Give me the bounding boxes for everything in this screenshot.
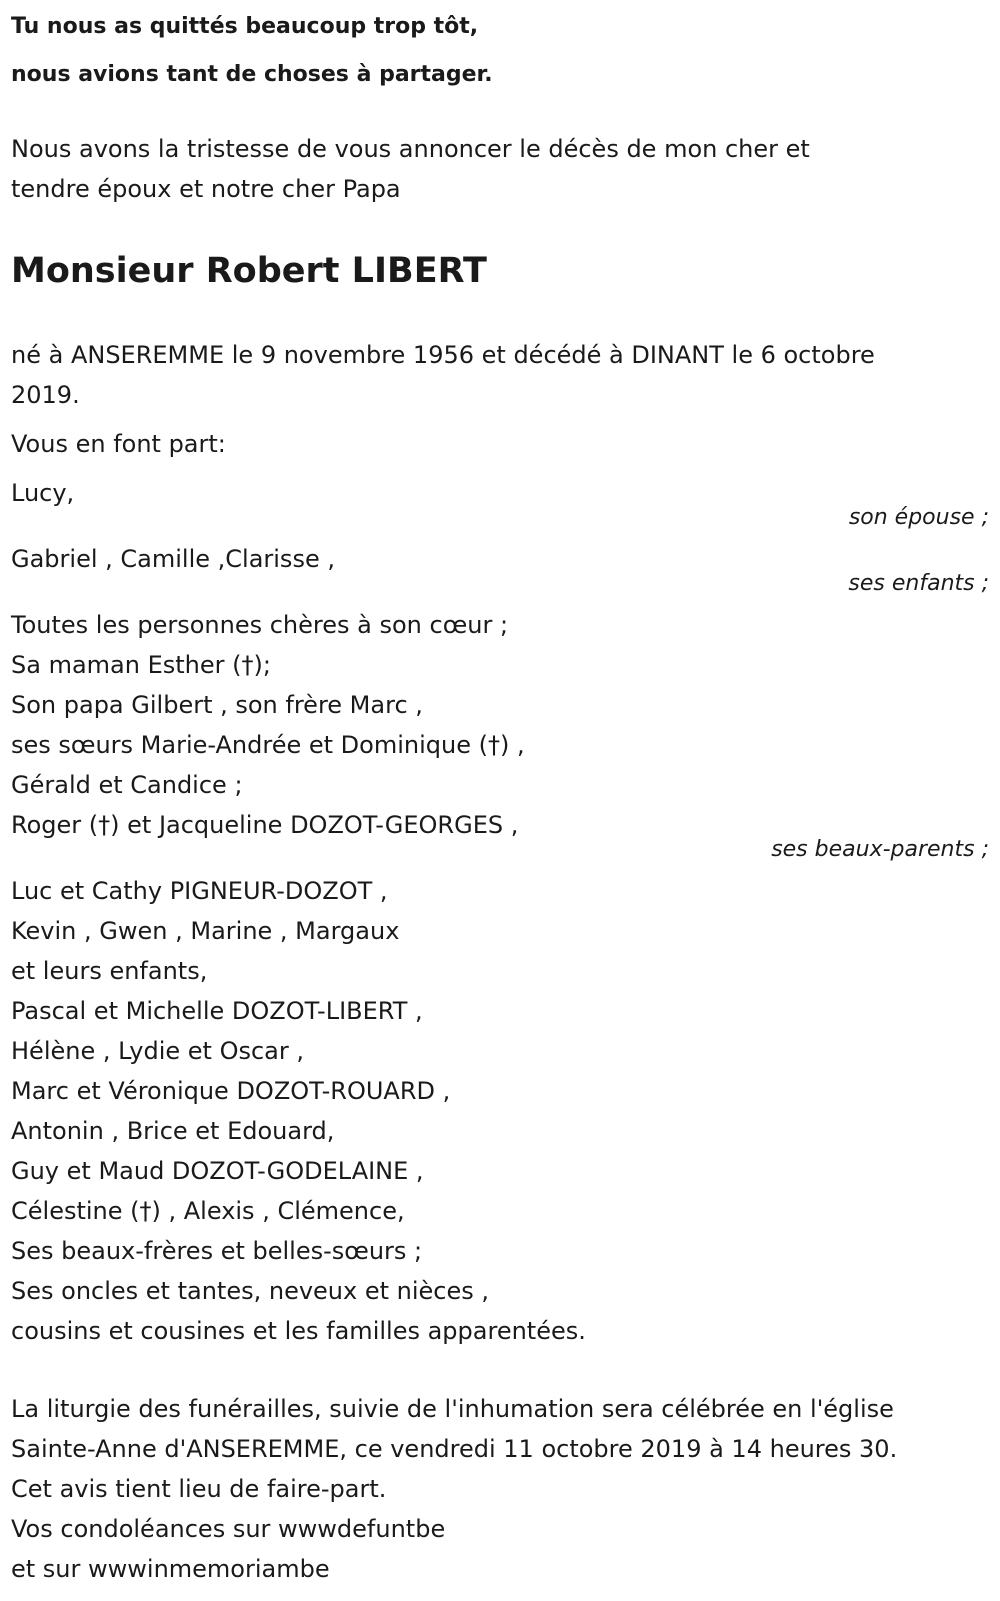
family-line: et leurs enfants, — [11, 957, 208, 985]
family-line: Ses beaux-frères et belles-sœurs ; — [11, 1237, 423, 1265]
epigraph-line: nous avions tant de choses à partager. — [11, 62, 493, 87]
family-line: Roger (†) et Jacqueline DOZOT-GEORGES , — [11, 811, 519, 839]
family-line: Sa maman Esther (†); — [11, 651, 271, 679]
birth-death-info — [11, 335, 991, 415]
inlaws-relation: ses beaux-parents ; — [771, 837, 989, 862]
family-others — [11, 605, 991, 845]
ceremony-line: La liturgie des funérailles, suivie de l'inhumation sera célébrée en l'église — [11, 1395, 894, 1423]
family-line: ses sœurs Marie-Andrée et Dominique (†) , — [11, 731, 525, 759]
family-line: Luc et Cathy PIGNEUR-DOZOT , — [11, 877, 388, 905]
family-extended — [11, 871, 991, 1351]
birth-death-line: 2019. — [11, 381, 80, 409]
children-relation: ses enfants ; — [848, 571, 989, 596]
family-line: cousins et cousines et les familles apparentées. — [11, 1317, 586, 1345]
family-line: Ses oncles et tantes, neveux et nièces , — [11, 1277, 490, 1305]
family-line: Pascal et Michelle DOZOT-LIBERT , — [11, 997, 423, 1025]
family-line: Kevin , Gwen , Marine , Margaux — [11, 917, 400, 945]
spouse-relation: son épouse ; — [848, 505, 989, 530]
intro-paragraph — [11, 129, 991, 209]
family-line: Antonin , Brice et Edouard, — [11, 1117, 335, 1145]
family-line: Toutes les personnes chères à son cœur ; — [11, 611, 509, 639]
announcement-line: Vous en font part: — [11, 430, 226, 458]
deceased-name: Monsieur Robert LIBERT — [11, 251, 487, 291]
spouse-name: Lucy, — [11, 479, 75, 507]
epigraph-line: Tu nous as quittés beaucoup trop tôt, — [11, 14, 479, 39]
condolences-line: et sur wwwinmemoriambe — [11, 1555, 330, 1583]
family-line: Célestine (†) , Alexis , Clémence, — [11, 1197, 405, 1225]
family-line: Hélène , Lydie et Oscar , — [11, 1037, 305, 1065]
family-line: Son papa Gilbert , son frère Marc , — [11, 691, 423, 719]
children-names: Gabriel , Camille ,Clarisse , — [11, 545, 335, 573]
family-line: Guy et Maud DOZOT-GODELAINE , — [11, 1157, 424, 1185]
intro-line: Nous avons la tristesse de vous annoncer le décès de mon cher et — [11, 135, 810, 163]
family-line: Gérald et Candice ; — [11, 771, 243, 799]
birth-death-line: né à ANSEREMME le 9 novembre 1956 et décédé à DINANT le 6 octobre — [11, 341, 875, 369]
family-line: Marc et Véronique DOZOT-ROUARD , — [11, 1077, 451, 1105]
ceremony-line: Sainte-Anne d'ANSEREMME, ce vendredi 11 octobre 2019 à 14 heures 30. — [11, 1435, 898, 1463]
condolences-line: Vos condoléances sur wwwdefuntbe — [11, 1515, 446, 1543]
ceremony-details — [11, 1389, 991, 1589]
ceremony-line: Cet avis tient lieu de faire-part. — [11, 1475, 387, 1503]
intro-line: tendre époux et notre cher Papa — [11, 175, 401, 203]
obituary-notice — [11, 0, 991, 1589]
epigraph — [11, 3, 991, 99]
